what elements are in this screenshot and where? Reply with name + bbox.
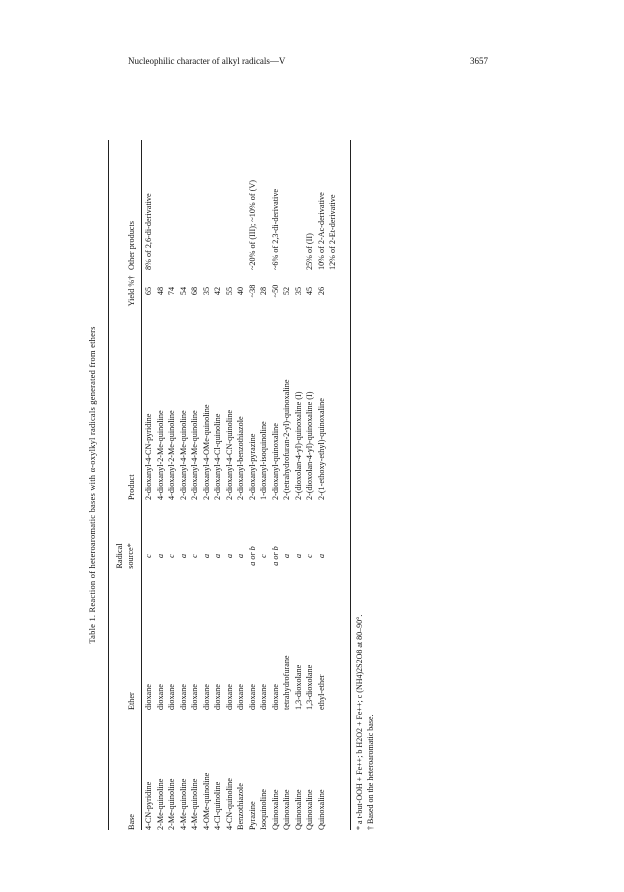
cell-product: 2-(dioxolan-4-yl)-quinoxaline (I) xyxy=(305,391,314,500)
table-top-rule xyxy=(108,140,109,830)
cell-ether: dioxane xyxy=(224,684,234,710)
cell-base: Quinoxaline xyxy=(305,789,314,830)
cell-yield: 42 xyxy=(213,286,222,296)
cell-ether: dioxane xyxy=(190,684,199,710)
footnote-radical-source: * a t-but-OOH + Fe++; b H2O2 + Fe++; c (NH4)2S2O8 at 80–90°. xyxy=(355,614,364,830)
table-row xyxy=(306,140,318,830)
cell-base: Quinoxaline xyxy=(270,789,280,830)
cell-yield: 68 xyxy=(190,286,199,296)
footnote-yield-basis: † Based on the heteroaromatic base. xyxy=(366,714,375,830)
table-body xyxy=(145,140,341,830)
cell-base: 4-CN-quinoline xyxy=(224,778,234,830)
cell-base: 4-Cl-quinoline xyxy=(213,781,222,830)
cell-product: 1-dioxanyl-isoquinoline xyxy=(259,421,268,500)
cell-product: 2-(1-ethoxy-ethyl)-quinoxaline xyxy=(316,398,326,500)
cell-yield: 74 xyxy=(167,286,176,296)
cell-other-products xyxy=(249,140,261,270)
cell-yield: 35 xyxy=(201,286,211,296)
cell-ether: dioxane xyxy=(178,684,188,710)
cell-yield: 54 xyxy=(178,286,188,296)
other-product-line: ~20% of (III); ~10% of (V) xyxy=(247,179,257,270)
cell-ether: dioxane xyxy=(236,684,245,710)
cell-source: a or b xyxy=(247,546,257,566)
cell-base: Quinoxaline xyxy=(316,789,326,830)
cell-ether: dioxane xyxy=(201,684,211,710)
cell-source: a xyxy=(213,553,222,559)
cell-base: Benzothiazole xyxy=(236,783,245,830)
cell-ether: dioxane xyxy=(259,684,268,710)
other-product-line: 12% of 2-Et-derivative xyxy=(328,194,337,270)
cell-ether: dioxane xyxy=(155,684,165,710)
table-caption: Table 1. Reaction of heteroaromatic bases with α-oxylkyl radicals generated from ethers xyxy=(87,326,97,644)
cell-source: a xyxy=(224,553,234,559)
cell-ether: dioxane xyxy=(144,684,153,710)
header-radical-source xyxy=(116,530,135,582)
table-header-rule xyxy=(141,140,142,830)
header-yield: Yield %† xyxy=(127,275,136,307)
cell-product: 2-dioxanyl-4-CN-pyridine xyxy=(144,413,153,500)
cell-other-products xyxy=(318,140,341,270)
cell-base: Quinoxaline xyxy=(293,789,303,830)
cell-base: 2-Me-quinoline xyxy=(167,778,176,830)
table-row xyxy=(260,140,272,830)
cell-product: 2-(dioxolan-4-yl)-quinoxaline (I) xyxy=(293,391,303,500)
table-footnotes xyxy=(356,140,378,830)
cell-product: 4-dioxanyl-2-Me-quinoline xyxy=(167,410,176,500)
cell-yield: ~38 xyxy=(247,284,257,298)
cell-yield: 48 xyxy=(155,286,165,296)
cell-other-products xyxy=(306,140,318,270)
cell-product: 2-dioxanyl-quinoxaline xyxy=(270,423,280,500)
cell-product: 2-dioxanyl-4-Me-quinoline xyxy=(178,410,188,500)
cell-yield: 45 xyxy=(305,286,314,296)
cell-base: 2-Me-quinoline xyxy=(155,778,165,830)
cell-product: 2-(tetrahydrofuran-2-yl)-quinoxaline xyxy=(282,379,291,500)
cell-yield: 55 xyxy=(224,286,234,296)
cell-source: c xyxy=(259,554,268,558)
cell-yield: 35 xyxy=(293,286,303,296)
cell-ether: dioxane xyxy=(167,684,176,710)
other-product-line: 25% of (II) xyxy=(305,233,314,270)
rotated-table xyxy=(88,140,384,830)
cell-yield: 40 xyxy=(236,286,245,296)
header-ether: Ether xyxy=(127,692,136,710)
cell-source: a xyxy=(155,553,165,559)
cell-source: a xyxy=(316,553,326,559)
cell-source: a or b xyxy=(270,546,280,566)
cell-source: c xyxy=(305,554,314,558)
cell-ether: 1,3-dioxolane xyxy=(293,664,303,710)
cell-source: a xyxy=(282,553,291,559)
cell-base: 4-CN-pyridine xyxy=(144,781,153,830)
cell-source: a xyxy=(178,553,188,559)
page-number: 3657 xyxy=(470,56,488,66)
cell-ether: ethyl-ether xyxy=(316,674,326,710)
cell-yield: 26 xyxy=(316,286,326,296)
table-bottom-rule xyxy=(350,140,351,830)
table-row xyxy=(318,140,341,830)
table-row xyxy=(145,140,157,830)
table-row xyxy=(168,140,180,830)
cell-source: a xyxy=(201,553,211,559)
cell-yield: 65 xyxy=(144,286,153,296)
cell-yield: 52 xyxy=(282,286,291,296)
cell-source: a xyxy=(293,553,303,559)
cell-ether: tetrahydrofurane xyxy=(282,655,291,710)
other-product-line: 8% of 2,6-di-derivative xyxy=(144,193,153,270)
other-product-line: 10% of 2-Ac-derivative xyxy=(316,192,326,270)
running-header-title: Nucleophilic character of alkyl radicals—V xyxy=(128,56,286,66)
table-row xyxy=(283,140,295,830)
cell-product: 2-dioxanyl-4-OMe-quinoline xyxy=(201,404,211,500)
cell-other-products xyxy=(145,140,157,270)
header-source-line1: Radical xyxy=(115,543,124,569)
table-row xyxy=(191,140,203,830)
cell-base: 4-Me-quinoline xyxy=(178,778,188,830)
header-source-line2: source* xyxy=(126,543,136,569)
cell-source: c xyxy=(167,554,176,558)
other-product-line: ~6% of 2,3-di-derivative xyxy=(270,188,280,270)
cell-product: 2-dioxanyl-benzothiazole xyxy=(236,416,245,500)
cell-base: Quinoxaline xyxy=(282,789,291,830)
cell-ether: 1,3-dioxolane xyxy=(305,664,314,710)
cell-source: a xyxy=(236,553,245,559)
cell-base: 4-OMe-quinoline xyxy=(201,772,211,830)
cell-product: 2-dioxanyl-4-Me-quinoline xyxy=(190,410,199,500)
header-base: Base xyxy=(127,814,136,830)
cell-yield: ~50 xyxy=(270,284,280,298)
cell-ether: dioxane xyxy=(247,684,257,710)
header-other-products: Other products xyxy=(127,221,136,270)
cell-source: c xyxy=(144,554,153,558)
table-row xyxy=(214,140,226,830)
cell-product: 2-dioxanyl-4-Cl-quinoline xyxy=(213,413,222,500)
cell-product: 2-dioxanyl-pyrazine xyxy=(247,433,257,500)
cell-base: Pyrazine xyxy=(247,801,257,830)
cell-ether: dioxane xyxy=(270,684,280,710)
cell-other-products xyxy=(272,140,284,270)
cell-base: 4-Me-quinoline xyxy=(190,778,199,830)
cell-ether: dioxane xyxy=(213,684,222,710)
cell-yield: 28 xyxy=(259,286,268,296)
cell-base: Isoquinoline xyxy=(259,789,268,830)
cell-source: c xyxy=(190,554,199,558)
table-row xyxy=(237,140,249,830)
cell-product: 4-dioxanyl-2-Me-quinoline xyxy=(155,410,165,500)
header-product: Product xyxy=(127,474,136,500)
cell-product: 2-dioxanyl-4-CN-quinoline xyxy=(224,409,234,500)
